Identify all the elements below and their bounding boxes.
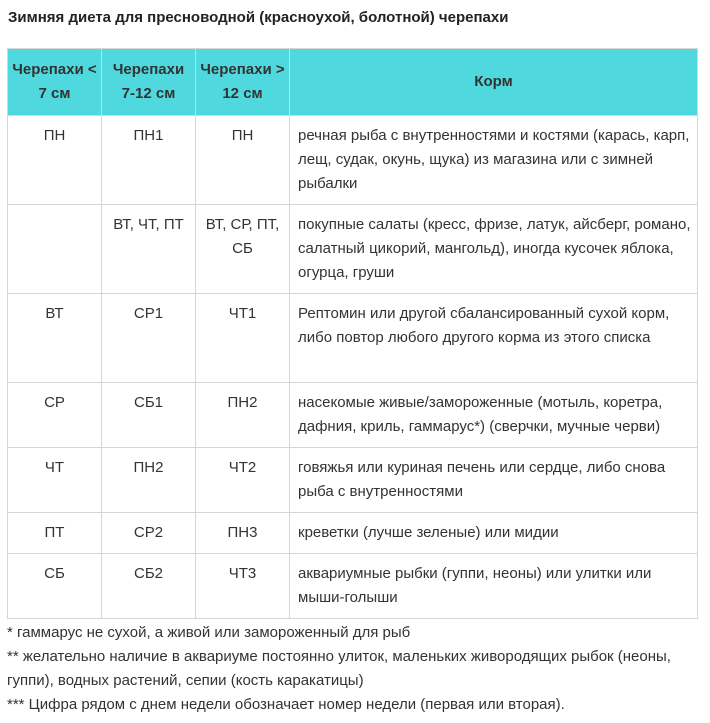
footnotes — [7, 621, 703, 717]
cell-small: ВТ — [8, 294, 102, 383]
cell-medium: ПН2 — [102, 448, 196, 513]
header-food: Корм — [290, 49, 698, 116]
header-small-turtles: Черепахи < 7 см — [8, 49, 102, 116]
table-row — [8, 554, 698, 619]
cell-small: СР — [8, 383, 102, 448]
cell-food: аквариумные рыбки (гуппи, неоны) или улитки или мыши-голыши — [290, 554, 698, 619]
table-row — [8, 294, 698, 383]
cell-small: ПТ — [8, 513, 102, 554]
cell-medium: СР1 — [102, 294, 196, 383]
cell-food: креветки (лучше зеленые) или мидии — [290, 513, 698, 554]
footnote-1: * гаммарус не сухой, а живой или замороженный для рыб — [7, 624, 411, 641]
cell-food: насекомые живые/замороженные (мотыль, коретра, дафния, криль, гаммарус*) (сверчки, мучные черви) — [290, 383, 698, 448]
table-header-row — [8, 49, 698, 116]
footnote-2: ** желательно наличие в аквариуме постоянно улиток, маленьких живородящих рыбок (неоны, гуппи), водных растений, сепии (кость каракатицы) — [7, 648, 671, 689]
cell-medium: СБ1 — [102, 383, 196, 448]
cell-large: ПН2 — [196, 383, 290, 448]
cell-medium: ВТ, ЧТ, ПТ — [102, 205, 196, 294]
table-row — [8, 383, 698, 448]
cell-food: покупные салаты (кресс, фризе, латук, айсберг, романо, салатный цикорий, мангольд), иногда кусочек яблока, огурца, груши — [290, 205, 698, 294]
table-row — [8, 116, 698, 205]
cell-medium: СБ2 — [102, 554, 196, 619]
cell-food: говяжья или куриная печень или сердце, либо снова рыба с внутренностями — [290, 448, 698, 513]
cell-small: ПН — [8, 116, 102, 205]
table-row — [8, 205, 698, 294]
cell-medium: ПН1 — [102, 116, 196, 205]
header-medium-turtles: Черепахи 7-12 см — [102, 49, 196, 116]
page-title: Зимняя диета для пресноводной (красноухой, болотной) черепахи — [8, 9, 509, 26]
cell-large: ПН3 — [196, 513, 290, 554]
cell-large: ЧТ2 — [196, 448, 290, 513]
footnote-3: *** Цифра рядом с днем недели обозначает номер недели (первая или вторая). — [7, 696, 565, 713]
cell-food: речная рыба с внутренностями и костями (карась, карп, лещ, судак, окунь, щука) из магазина или с зимней рыбалки — [290, 116, 698, 205]
cell-large: ВТ, СР, ПТ, СБ — [196, 205, 290, 294]
diet-table — [7, 48, 698, 619]
cell-large: ЧТ1 — [196, 294, 290, 383]
table-row — [8, 448, 698, 513]
cell-small: СБ — [8, 554, 102, 619]
cell-small: ЧТ — [8, 448, 102, 513]
cell-large: ЧТ3 — [196, 554, 290, 619]
header-large-turtles: Черепахи > 12 см — [196, 49, 290, 116]
cell-small — [8, 205, 102, 294]
cell-large: ПН — [196, 116, 290, 205]
cell-medium: СР2 — [102, 513, 196, 554]
table-row — [8, 513, 698, 554]
cell-food: Рептомин или другой сбалансированный сухой корм, либо повтор любого другого корма из этого списка — [290, 294, 698, 383]
